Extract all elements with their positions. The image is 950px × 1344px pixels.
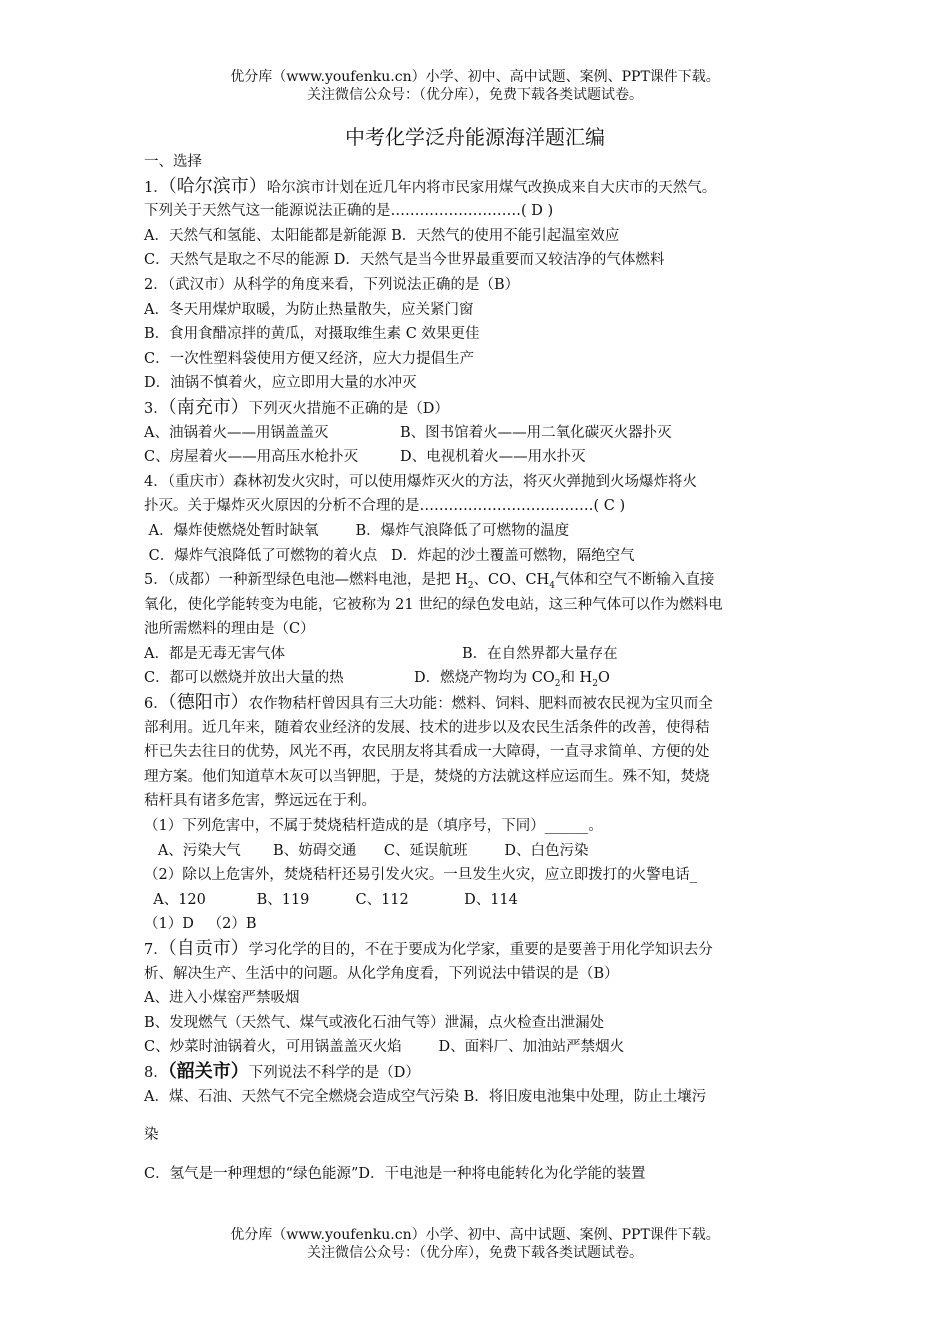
q5-option-b: B．在自然界都大量存在 — [462, 645, 618, 662]
q2-option-b: B．食用食醋凉拌的黄瓜，对摄取维生素 C 效果更佳 — [144, 326, 480, 343]
q7-num: 7． — [144, 942, 168, 958]
q6-num: 6． — [144, 696, 168, 713]
footer-line-2: 关注微信公众号：（优分库），免费下载各类试题试卷。 — [307, 1245, 643, 1261]
q5-option-d — [414, 670, 610, 690]
q2-option-a: A．冬天用煤炉取暖，为防止热量散失，应关紧门窗 — [144, 301, 474, 318]
q4-options-cd: C．爆炸气浪降低了可燃物的着火点 D．炸起的沙土覆盖可燃物，隔绝空气 — [144, 547, 635, 564]
q6-sub2: （2）除以上危害外，焚烧秸杆还易引发火灾。一旦发生火灾，应立即拨打的火警电话_ — [144, 867, 697, 884]
q5-options-ab — [144, 642, 808, 667]
q6-sub2-options: A、120 B、119 C、112 D、114 — [144, 891, 518, 908]
q4-line2: 扑灭。关于爆炸灭火原因的分析不合理的是………………………………( C ) — [144, 498, 626, 515]
q6-line2: 部利用。近几年来，随着农业经济的发展、技术的进步以及农民生活条件的改善，使得秸 — [144, 719, 710, 736]
q3-num: 3． — [144, 400, 168, 417]
q5-text-a: 5．（成都）一种新型绿色电池—燃料电池，是把 H — [144, 572, 468, 589]
q5-line2: 氧化，使化学能转变为电能，它被称为 21 世纪的绿色发电站，这三种气体可以作为燃料电 — [144, 596, 723, 613]
q7-city: （自贡市） — [167, 938, 249, 959]
q8-spacer-2 — [144, 1148, 808, 1162]
q3-option-d: D、电视机着火——用水扑灭 — [400, 449, 586, 466]
q6-sub1: （1）下列危害中，不属于焚烧秸杆造成的是（填序号，下同）______。 — [144, 818, 603, 835]
q5-text-b: 、CO、CH — [473, 572, 550, 589]
q2-option-d: D．油锅不慎着火，应立即用大量的水冲灭 — [144, 375, 417, 392]
q1-options-ab: A．天然气和氢能、太阳能都是新能源 B．天然气的使用不能引起温室效应 — [144, 227, 620, 244]
q3-stem — [144, 396, 808, 421]
q8-stem — [144, 1060, 808, 1085]
section-heading: 一、选择 — [144, 154, 202, 170]
q6-line3: 杆已失去往日的优势，风光不再，农民朋友将其看成一大障碍，一直寻求简单、方便的处 — [144, 744, 710, 761]
q5-line3: 池所需燃料的理由是（C） — [144, 621, 315, 638]
q5-option-d-sub-a: 2 — [554, 679, 561, 690]
page-footer — [0, 1226, 950, 1262]
q1-num: 1． — [144, 179, 168, 196]
header-line-2: 关注微信公众号：（优分库），免费下载各类试题试卷。 — [307, 87, 643, 103]
q5-sub-2: 2 — [467, 580, 474, 591]
q3-options-ab — [144, 421, 808, 446]
q6-text: 农作物秸杆曾因具有三大功能：燃料、饲料、肥料而被农民视为宝贝而全 — [248, 696, 713, 713]
q7-stem — [144, 937, 808, 962]
page-header — [0, 68, 950, 104]
q1-line2: 下列关于天然气这一能源说法正确的是………………………( D ) — [144, 203, 554, 220]
q5-option-d-text: D．燃烧产物均为 CO — [414, 670, 555, 687]
q1-city: （哈尔滨市） — [167, 175, 267, 197]
q7-line2: 析、解决生产、生活中的问题。从化学角度看，下列说法中错误的是（B） — [144, 965, 619, 982]
q4-options-ab: A．爆炸使燃烧处暂时缺氧 B．爆炸气浪降低了可燃物的温度 — [144, 522, 570, 539]
q6-city: （德阳市） — [167, 692, 249, 714]
q2-stem: 2．（武汉市）从科学的角度来看，下列说法正确的是（B） — [144, 276, 520, 293]
q8-num: 8． — [144, 1064, 168, 1081]
q6-answer: （1）D （2）B — [144, 916, 257, 933]
q7-option-b: B、发现燃气（天然气、煤气或液化石油气等）泄漏，点火检查出泄漏处 — [144, 1014, 605, 1031]
document-title: 中考化学泛舟能源海洋题汇编 — [345, 125, 605, 149]
q3-text: 下列灭火措施不正确的是（D） — [248, 400, 449, 417]
header-line-1: 优分库（www.youfenku.cn）小学、初中、高中试题、案例、PPT课件下载。 — [230, 69, 720, 85]
q6-line5: 秸杆具有诸多危害，弊远远在于利。 — [144, 793, 376, 810]
q5-option-c: C．都可以燃烧并放出大量的热 — [144, 670, 344, 687]
q5-option-d-mid: 和 H — [560, 670, 593, 687]
q1-stem — [144, 175, 808, 200]
footer-line-1: 优分库（www.youfenku.cn）小学、初中、高中试题、案例、PPT课件下载。 — [230, 1227, 720, 1243]
q5-option-d-end: O — [597, 670, 610, 687]
q1-options-cd: C．天然气是取之不尽的能源 D．天然气是当今世界最重要而又较洁净的气体燃料 — [144, 252, 665, 269]
q3-option-a: A、油锅着火——用锅盖盖灭 — [144, 424, 329, 441]
q3-city: （南充市） — [167, 396, 249, 418]
q5-options-cd — [144, 666, 808, 691]
q3-option-b: B、图书馆着火——用二氧化碳灭火器扑灭 — [400, 424, 672, 441]
q4-stem: 4．（重庆市）森林初发火灾时，可以使用爆炸灭火的方法，将灭火弹抛到火场爆炸将火 — [144, 473, 697, 490]
q6-sub1-options: A、污染大气 B、妨碍交通 C、延误航班 D、白色污染 — [144, 842, 589, 859]
q2-option-c: C．一次性塑料袋使用方便又经济，应大力提倡生产 — [144, 350, 475, 367]
q6-stem — [144, 691, 808, 716]
q3-options-cd — [144, 445, 808, 470]
q8-text: 下列说法不科学的是（D） — [248, 1064, 420, 1081]
q7-options-cd: C、炒菜时油锅着火，可用锅盖盖灭火焰 D、面料厂、加油站严禁烟火 — [144, 1039, 625, 1056]
q5-option-a: A．都是无毒无害气体 — [144, 645, 285, 662]
q5-option-d-sub-b: 2 — [592, 679, 598, 690]
q8-options-cd: C．氢气是一种理想的“绿色能源”D．干电池是一种将电能转化为化学能的装置 — [144, 1165, 646, 1182]
q8-spacer — [144, 1109, 808, 1123]
q5-text-c: 气体和空气不断输入直接 — [554, 572, 715, 589]
q3-option-c: C、房屋着火——用高压水枪扑灭 — [144, 449, 359, 466]
q8-city: （韶关市） — [167, 1060, 249, 1082]
q8-options-ab-wrap: 染 — [144, 1127, 159, 1144]
q7-option-a: A、进入小煤窑严禁吸烟 — [144, 990, 300, 1007]
q5-stem — [144, 568, 808, 593]
q5-sub-4: 4 — [549, 580, 555, 591]
document-body — [144, 150, 808, 1186]
q7-text: 学习化学的目的，不在于要成为化学家，重要的是要善于用化学知识去分 — [248, 942, 713, 958]
q1-text: 哈尔滨市计划在近几年内将市民家用煤气改换成来自大庆市的天然气。 — [266, 179, 717, 196]
q8-options-ab: A．煤、石油、天然气不完全燃烧会造成空气污染 B．将旧废电池集中处理，防止土壤污 — [144, 1088, 707, 1105]
q6-line4: 理方案。他们知道草木灰可以当钾肥，于是，焚烧的方法就这样应运而生。殊不知，焚烧 — [144, 768, 710, 785]
